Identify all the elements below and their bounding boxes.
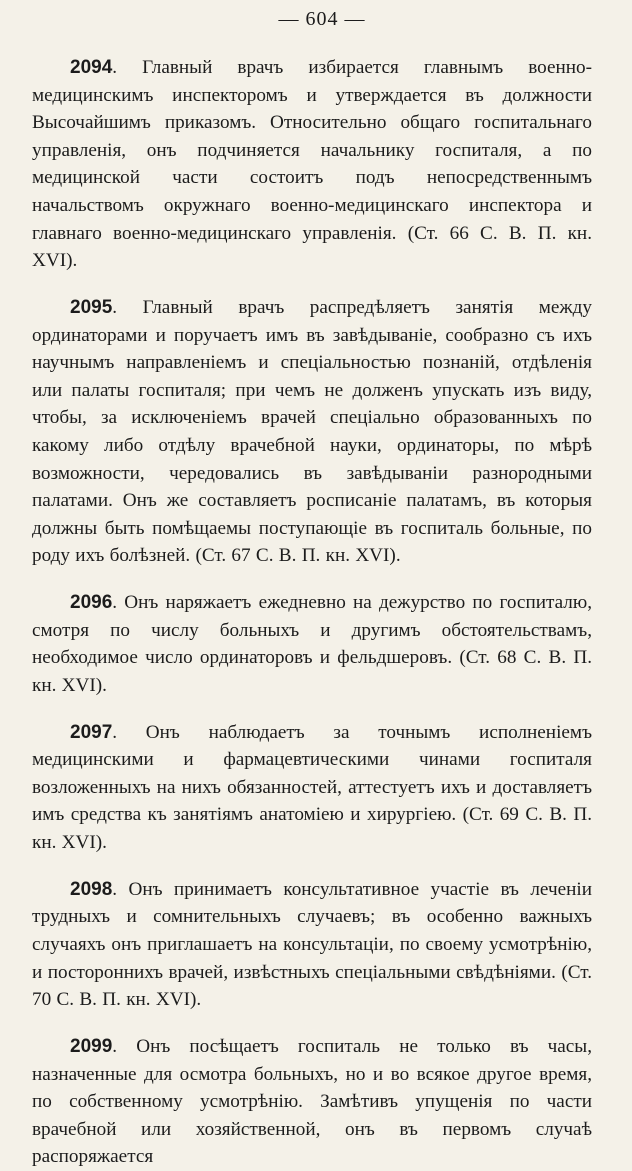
article-number: 2095 <box>70 296 113 318</box>
article-number: 2099 <box>70 1035 113 1057</box>
article-text: . Главный врачъ распредѣляетъ занятія между ординаторами и поручаетъ имъ въ завѣдываніе, сообразно съ ихъ научнымъ направленіемъ и спеціальностью познаній, отдѣленія или палаты госпиталя; при чемъ не долженъ упускать изъ виду, чтобы, за исключеніемъ врачей спеціально образованныхъ по какому либо отдѣлу врачебной науки, ординаторы, по мѣрѣ возможности, чередовались въ завѣдываніи разнородными палатами. Онъ же составляетъ росписаніе палатамъ, въ которыя должны быть помѣщаемы поступающіе въ госпиталь больные, по роду ихъ болѣзней. (Ст. 67 С. В. П. кн. XVI). <box>32 296 592 567</box>
article-text: . Онъ посѣщаетъ госпиталь не только въ часы, назначенные для осмотра больныхъ, но и во всякое другое время, по собственному усмотрѣнію. Замѣтивъ упущенія по части врачебной или хозяйственной, онъ въ первомъ случаѣ распоряжается <box>32 1035 592 1168</box>
article-number: 2098 <box>70 878 113 900</box>
article-2095 <box>32 294 592 570</box>
article-number: 2097 <box>70 721 113 743</box>
article-2099 <box>32 1033 592 1171</box>
article-text: . Онъ принимаетъ консультативное участіе въ леченіи трудныхъ и сомнительныхъ случаевъ; въ особенно важныхъ случаяхъ онъ приглашаетъ на консультаціи, по своему усмотрѣнію, и постороннихъ врачей, извѣстныхъ спеціальными свѣдѣніями. (Ст. 70 С. В. П. кн. XVI). <box>32 878 592 1011</box>
article-text: . Главный врачъ избирается главнымъ военно-медицинскимъ инспекторомъ и утверждается въ должности Высочайшимъ приказомъ. Относительно общаго госпитальнаго управленія, онъ подчиняется начальнику госпиталя, а по медицинской части состоитъ подъ непосредственнымъ начальствомъ окружнаго военно-медицинскаго инспектора и главнаго военно-медицинскаго управленія. (Ст. 66 С. В. П. кн. XVI). <box>32 57 592 272</box>
article-2096 <box>32 589 592 699</box>
article-2097 <box>32 719 592 857</box>
article-2094 <box>32 54 592 275</box>
article-text: . Онъ наблюдаетъ за точнымъ исполненіемъ медицинскими и фармацевтическими чинами госпиталя возложенныхъ на нихъ обязанностей, аттестуетъ ихъ и доставляетъ имъ средства къ занятіямъ анатоміею и хирургіею. (Ст. 69 С. В. П. кн. XVI). <box>32 721 592 853</box>
article-text: . Онъ наряжаетъ ежедневно на дежурство по госпиталю, смотря по числу больныхъ и другимъ обстоятельствамъ, необходимое число ординаторовъ и фельдшеровъ. (Ст. 68 С. В. П. кн. XVI). <box>32 592 592 696</box>
article-number: 2096 <box>70 592 113 614</box>
page-number: — 604 — <box>278 8 366 30</box>
article-2098 <box>32 876 592 1014</box>
article-number: 2094 <box>70 57 113 78</box>
